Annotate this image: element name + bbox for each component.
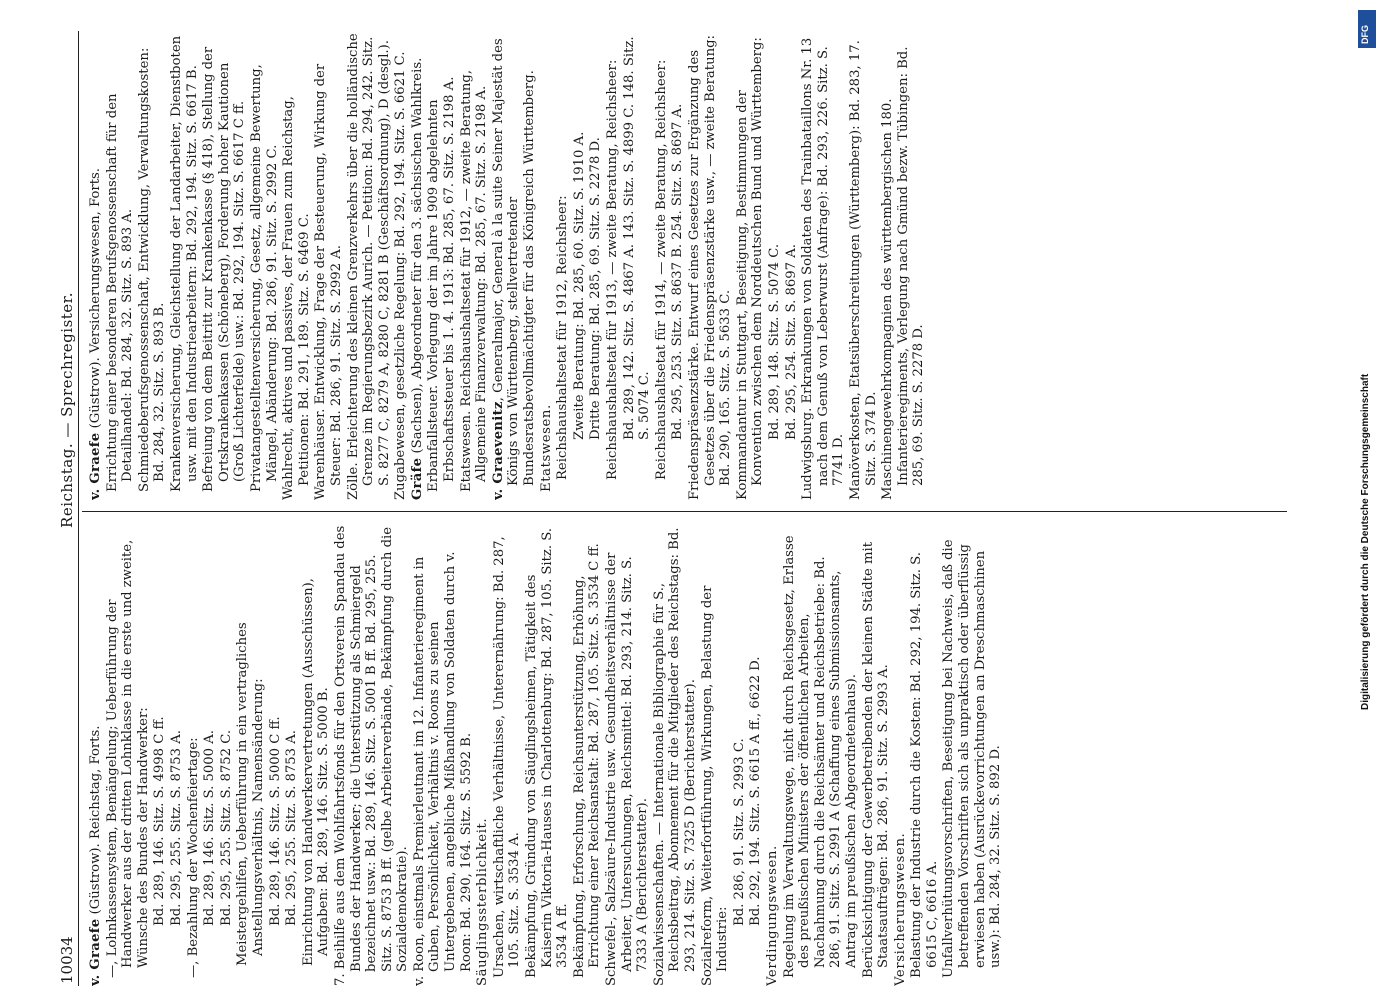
register-entry: [555, 30, 571, 500]
entry-text: Bd. 289, 146. Sitz. S. 4998 C ff.: [152, 716, 168, 926]
entry-text: , Generalmajor, General à la suite Seiner Majestät des Königs von Württemberg, stellvertretender Bundesratsbevollmächtigter für das Königreich Württemberg.: [490, 38, 538, 486]
register-entry: [202, 524, 218, 986]
register-entry: [765, 524, 781, 986]
register-entry: [605, 30, 621, 500]
entry-text: Einrichtung von Handwerkervertretungen (Ausschüssen), Aufgaben: Bd. 289, 146. Sitz. S. 5000 B.: [300, 578, 332, 966]
entry-text: Warenhäuser. Entwicklung, Frage der Besteuerung, Wirkung der Steuer: Bd. 286, 91. Sitz. S. 2992 A.: [313, 63, 344, 500]
register-entry: [235, 524, 266, 986]
entry-text: Friedenspräsenzstärke. Entwurf eines Gesetzes zur Ergänzung des Gesetzes über die Friedenspräsenzstärke usw., — zweite Beratung: Bd. 290, 165. Sitz. S. 5633 C.: [686, 35, 734, 500]
entry-text: Bekämpfung, Gründung von Säuglingsheimen, Tätigkeit des Kaiserin Viktoria-Hauses in Charlottenburg: Bd. 287, 105. Sitz. S. 3534 A ff.: [524, 528, 571, 978]
entry-text: (Sachsen), Abgeordneter für den 3. sächsischen Wahlkreis.: [409, 57, 425, 458]
register-entry: [767, 30, 783, 500]
dfg-logo: DFG: [1358, 10, 1376, 48]
entry-text: Zweite Beratung: Bd. 285, 60. Sitz. S. 1910 A.: [571, 131, 587, 440]
entry-text: Maschinengewehrkompagnien des württembergischen 180. Infanterieregiments, Verlegung nach Gmünd bezw. Tübingen: Bd. 285, 69. Sitz. S. 2278 D.: [880, 46, 927, 500]
left-column: [88, 524, 1288, 986]
entry-text: Schwefel-, Salzsäure-Industrie usw. Gesundheitsverhältnisse der Arbeiter, Untersuchungen, Reichsmittel: Bd. 293, 214. Sitz. S. 7333 A (Berichterstatter).: [604, 552, 651, 986]
register-entry: [941, 524, 1003, 986]
entry-text: Etatswesen. Reichshaushaltsetat für 1912, — zweite Beratung, Allgemeine Finanzverwaltung: Bd. 285, 67. Sitz. S. 2198 A.: [458, 69, 490, 492]
entry-text: Bd. 289, 146. Sitz. S. 5000 A.: [202, 730, 218, 926]
register-entry: [281, 30, 312, 500]
entry-text: Säuglingssterblichkeit.: [475, 817, 491, 986]
register-entry: [848, 30, 879, 500]
register-entry: [201, 30, 248, 500]
entry-text: Etatswesen.: [538, 404, 554, 492]
register-entry: [393, 30, 409, 500]
entry-text: Bd. 286, 91. Sitz. S. 2993 C.: [731, 738, 747, 926]
entry-text: —, Lohnkassensystem, Bemängelung; Ueberführung der Handwerker aus der dritten Lohnklasse in die erste und zweite, Wünsche des Bundes der Handwerker:: [104, 539, 151, 978]
entry-text: v. Roon, einstmals Premierleutnant im 12. Infanterieregiment in Guben, Persönlichkeit, Verhältnis v. Roons zu seinen Untergebenen, angebliche Mißhandlung von Soldaten durch v. Roon: Bd. 290, 164. Sitz. S. 5592 B.: [411, 551, 474, 986]
register-entry: [572, 524, 603, 986]
register-entry: [748, 524, 764, 986]
register-entry: [105, 524, 152, 986]
entry-text: Befreiung von dem Beitritt zur Krankenkasse (§ 418), Stellung der Ortskrankenkassen (Schöneberg), Forderung hoher Kautionen (Groß Lichterfelde) usw.: Bd. 292, 194. Sitz. S. 6617 C ff.: [201, 46, 248, 492]
register-entry: [784, 30, 800, 500]
register-entry: [410, 30, 426, 500]
entry-text: Kommandantur in Stuttgart, Beseitigung, Bestimmungen der Konvention zwischen dem Norddeutschen Bund und Württemberg:: [734, 37, 766, 500]
column-divider: [82, 511, 1287, 512]
register-entry: [88, 30, 104, 500]
entry-text: Reichshaushaltsetat für 1912, Reichsheer:: [555, 195, 571, 480]
register-entry: [782, 524, 860, 986]
register-entry: [475, 524, 491, 986]
register-entry: [654, 30, 670, 500]
digitization-note: Digitalisierung gefördert durch die Deutsche Forschungsgemeinschaft: [1360, 373, 1371, 710]
register-entry: [219, 524, 235, 986]
register-entry: [861, 524, 892, 986]
register-entry: [670, 30, 686, 500]
register-entry: [491, 30, 538, 500]
register-entry: [539, 30, 555, 500]
entry-text: (Güstrow). Reichstag, Forts.: [88, 725, 103, 919]
register-entry: [186, 524, 202, 986]
register-entry: [105, 30, 136, 500]
entry-text: —, Bezahlung der Wochenfeiertage:: [185, 737, 201, 978]
entry-text: Bd. 289, 148. Sitz. S. 5074 C.: [766, 243, 782, 440]
entry-text: Meistergehilfen, Ueberführung in ein vertragliches Anstellungsverhältnis, Namensänderung:: [235, 622, 266, 966]
register-entry: [732, 524, 748, 986]
register-entry: [459, 30, 490, 500]
entry-text: Schmiedeberufsgenossenschaft, Entwicklung, Verwaltungskosten: Bd. 284, 32. Sitz. S. 893 B.: [136, 47, 168, 492]
entry-text: Errichtung einer besonderen Berufsgenossenschaft für den Detailhandel: Bd. 284, 32. Sitz. S. 893 A.: [104, 93, 136, 492]
register-entry: [301, 524, 332, 986]
register-entry: [249, 30, 280, 500]
entry-text: Bd. 295, 255. Sitz. S. 8753 A.: [284, 730, 300, 926]
register-entry: [284, 524, 300, 986]
register-entry: [524, 524, 571, 986]
entry-text: Reichshaushaltsetat für 1913, — zweite Beratung, Reichsheer:: [605, 59, 620, 480]
entry-text: Bd. 295, 255. Sitz. S. 8753 A.: [168, 730, 184, 926]
register-entry: [169, 524, 185, 986]
entry-text: (Güstrow). Versicherungswesen, Forts.: [88, 168, 103, 433]
entry-text: Verdingungswesen.: [764, 845, 780, 986]
entry-text: Versicherungswesen.: [892, 832, 908, 986]
register-entry: [492, 524, 523, 986]
register-entry: [880, 30, 927, 500]
register-entry: [687, 30, 734, 500]
right-column: [88, 30, 1288, 500]
header-rule: [78, 31, 79, 986]
register-entry: [735, 30, 766, 500]
register-entry: [88, 524, 104, 986]
digitization-sidebar: [1354, 10, 1378, 790]
entry-text: Reichshaushaltsetat für 1914, — zweite Beratung, Reichsheer:: [653, 59, 669, 480]
entry-text: Krankenversicherung, Gleichstellung der Landarbeiter, Dienstboten usw. mit den Industriearbeitern: Bd. 292, 194. Sitz. S. 6617 B.: [168, 35, 200, 492]
entry-text: Sozialwissenschaften. — Internationale Bibliographie für S., Reichsbeitrag, Abonnement für die Mitglieder des Reichstags: Bd. 293, 214. Sitz. S. 7325 D (Berichterstatter).: [651, 527, 698, 986]
entry-text: Unfallverhütungsvorschriften, Beseitigung bei Nachweis, daß die betreffenden Vorschriften sich als unpraktisch oder überflüssig erwiesen haben (Ausrückevorrichtungen an Dreschmaschinen usw.): Bd. 284, 32. Sitz. S. 892 D.: [941, 539, 1004, 978]
entry-text: Bd. 295, 254. Sitz. S. 8697 A.: [783, 244, 799, 440]
register-entry: [169, 30, 200, 500]
entry-text: Zölle. Erleichterung des kleinen Grenzverkehrs über die holländische Grenze im Regierungsbezirk Aurich. — Petition: Bd. 294, 242. Sitz. S. 8277 C, 8279 A, 8280 C, 8281 B (Geschäftsordnung), D (desgl.).: [345, 33, 392, 500]
register-entry: [893, 524, 909, 986]
register-entry: [909, 524, 940, 986]
entry-headword: Gräfe: [409, 457, 425, 500]
entry-text: Berücksichtigung der Gewerbetreibenden der kleinen Städte mit Staatsaufträgen: Bd. 286, 91. Sitz. S. 2993 A.: [860, 541, 892, 978]
entry-text: Ludwigsburg. Erkrankungen von Soldaten des Trainbataillons Nr. 13 nach dem Genuß von Leberwurst (Anfrage): Bd. 293, 226. Sitz. S. 7741 D.: [800, 37, 847, 500]
entry-text: Regelung im Verwaltungswege, nicht durch Reichsgesetz, Erlasse des preußischen Ministers der öffentlichen Arbeiten, Nachahmung durch die Reichsämter und Reichsbetriebe: Bd. 286, 91. Sitz. S. 2991 A (Schaffung eines Submissionsamts, Antrag im preußischen Abgeordnetenhaus).: [781, 535, 859, 978]
entry-text: Ursachen, wirtschaftliche Verhältnisse, Unterernährung: Bd. 287, 105. Sitz. S. 3534 A.: [491, 536, 523, 978]
entry-text: Bd. 295, 253. Sitz. S. 8637 B. 254. Sitz. S. 8697 A.: [670, 103, 686, 440]
register-entry: [313, 30, 344, 500]
entry-text: Bekämpfung, Erforschung, Reichsunterstützung, Erhöhung, Errichtung einer Reichsanstalt: Bd. 287, 105. Sitz. S. 3534 C ff.: [571, 543, 603, 978]
register-entry: [572, 30, 588, 500]
entry-headword: v. Graefe: [88, 432, 103, 500]
entry-text: Sozialreform, Weiterfortführung, Wirkungen, Belastung der Industrie:: [699, 585, 731, 986]
entry-text: Manöverkosten, Etatsüberschreitungen (Württemberg): Bd. 283, 17. Sitz. S. 374 D.: [847, 40, 879, 500]
register-entry: [700, 524, 731, 986]
register-entry: [588, 30, 604, 500]
register-entry: [137, 30, 168, 500]
register-entry: [622, 30, 653, 500]
register-entry: [152, 524, 168, 986]
entry-text: Bd. 289, 142. Sitz. S. 4867 A. 143. Sitz. S. 4899 C. 148. Sitz. S. 5074 C.: [621, 36, 653, 440]
entry-text: Belastung der Industrie durch die Kosten: Bd. 292, 194. Sitz. S. 6615 C, 6616 A.: [909, 552, 940, 978]
entry-text: Dritte Beratung: Bd. 285, 69. Sitz. S. 2278 D.: [588, 137, 604, 440]
register-entry: [333, 524, 411, 986]
entry-text: Wahlrecht, aktives und passives, der Frauen zum Reichstag, Petitionen: Bd. 291, 189. Sitz. S. 6469 C.: [281, 96, 312, 500]
entry-text: Zugabewesen, gesetzliche Regelung: Bd. 292, 194. Sitz. S. 6621 C.: [393, 51, 409, 500]
entry-text: 7. Beihilfe aus dem Wohlfahrtsfonds für den Ortsverein Spandau des Bundes der Handwerker; die Unterstützung als Schmiergeld bezeichnet usw.: Bd. 289, 146. Sitz. S. 5001 B ff. Bd. 295, 255. Sitz. S. 8753 B ff. (gelbe Arbeiterverbände, Bekämpfung durch die Sozialdemokratie).: [332, 525, 411, 986]
register-entry: [426, 30, 457, 500]
entry-text: Erbanfallsteuer. Vorlegung der im Jahre 1909 abgelehnten Erbschaftssteuer bis 1. 4. 1913: Bd. 285, 67. Sitz. S. 2198 A.: [426, 76, 458, 492]
entry-text: Bd. 289, 146. Sitz. S. 5000 C ff.: [267, 716, 283, 926]
entry-text: Bd. 295, 255. Sitz. S. 8752 C.: [218, 729, 234, 926]
entry-headword: v. Graefe: [88, 918, 103, 986]
entry-text: Privatangestelltenversicherung, Gesetz, allgemeine Bewertung, Mängel, Abänderung: Bd. 286, 91. Sitz. S. 2992 C.: [248, 64, 280, 492]
register-entry: [652, 524, 699, 986]
register-entry: [268, 524, 284, 986]
page-number: 10034: [58, 936, 76, 984]
running-head: Reichstag. — Sprechregister.: [58, 292, 76, 528]
entry-text: Bd. 292, 194. Sitz. S. 6615 A ff., 6622 D.: [748, 656, 764, 926]
register-entry: [412, 524, 474, 986]
register-entry: [346, 30, 393, 500]
register-entry: [800, 30, 847, 500]
entry-headword: v. Graevenitz: [490, 401, 506, 500]
register-entry: [604, 524, 651, 986]
